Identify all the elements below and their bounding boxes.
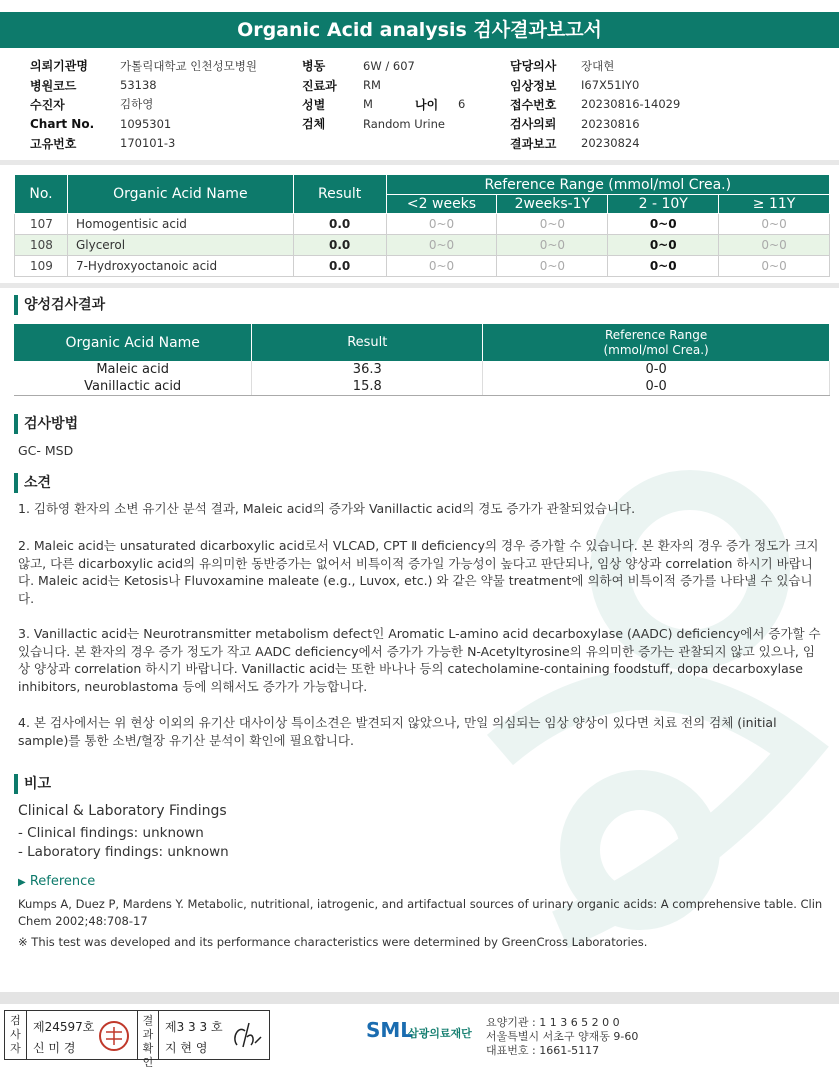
cell-ref: 0~0 — [497, 235, 608, 256]
info-value: 가톨릭대학교 인천성모병원 — [120, 58, 257, 73]
info-value: 20230824 — [581, 136, 640, 151]
cell-no: 107 — [15, 214, 68, 235]
signer-2-license: 제3 3 3 호 — [165, 1020, 223, 1034]
cell-result: 0.0 — [293, 235, 386, 256]
cell-no: 108 — [15, 235, 68, 256]
col-name: Organic Acid Name — [14, 324, 252, 361]
col-ref-3: 2 - 10Y — [608, 195, 719, 214]
cell-result: 15.8 — [252, 378, 483, 396]
info-value: I67X51IY0 — [581, 78, 640, 93]
info-label: 담당의사 — [510, 59, 557, 74]
cell-ref: 0~0 — [608, 235, 719, 256]
info-label: 검사의뢰 — [510, 117, 557, 132]
info-label: Chart No. — [30, 116, 95, 131]
footer-bar — [0, 992, 839, 1004]
col-reference: Reference Range (mmol/mol Crea.) — [386, 175, 829, 195]
opinion-p2: 2. Maleic acid는 unsaturated dicarboxylic acid로서 VLCAD, CPT Ⅱ deficiency의 경우 증가할 수 있습니다. 본 환자의 경우 증가 정도가 크지 않고, 다른 dicarboxylic acid의 유의미한 동반증가는 없어서 비특이적 증가일 가능성이 높다고 판단되나, 임상 양상과 correlation 하시기 바랍니다. Maleic acid는 Ketosis나 Fluvoxamine maleate (e.g., Luvox, etc.) 와 같은 약물 treatment에 의하여 비특이적 증가를 나타낼 수 있습니다. — [18, 538, 819, 606]
divider — [0, 283, 839, 288]
report-title: Organic Acid analysis 검사결과보고서 — [0, 12, 839, 48]
cell-ref: 0~0 — [386, 256, 497, 277]
info-value: 20230816 — [581, 116, 640, 131]
info-value: 20230816-14029 — [581, 97, 681, 112]
method-text: GC- MSD — [18, 443, 74, 458]
info-label: 병동 — [302, 59, 326, 74]
cell-ref: 0~0 — [719, 256, 830, 277]
cell-name: Vanillactic acid — [14, 378, 252, 396]
info-value: 6W / 607 — [363, 58, 415, 73]
info-value: 1095301 — [120, 116, 172, 131]
info-label: 나이 — [415, 97, 439, 112]
opinion-p3: 3. Vanillactic acid는 Neurotransmitter metabolism defect인 Aromatic L-amino acid decarboxylase (AADC) deficiency에서 증가할 수 있습니다. 본 환자의 경우 증가 정도가 작고 AADC deficiency에서 증가가 가능한 N-Acetyltyrosine의 유의미한 증가는 관찰되지 않고 있으나, 임상 양상과 correlation 하시기 바랍니다. Vanillactic acid는 또한 바나나 등의 catecholamine-containing foodstuff, dopa decarboxylase inhibitors, neuroblastoma 등에 의해서도 증가가 가능합니다. — [18, 626, 821, 694]
signer-2-label: 결과확인 — [137, 1011, 159, 1059]
reference-label: Reference — [29, 874, 96, 889]
info-label: 수진자 — [30, 97, 65, 112]
info-label: 성별 — [302, 97, 326, 112]
info-value: 김하영 — [120, 97, 154, 112]
reference-citation: Kumps A, Duez P, Mardens Y. Metabolic, nutritional, iatrogenic, and artifactual sources of urinary organic acids: A comprehensive table. Clin Chem 2002;48:708-17 — [18, 897, 823, 928]
info-value: 53138 — [120, 78, 157, 93]
seal-stamp-icon — [97, 1019, 131, 1053]
positive-table — [14, 324, 830, 396]
cell-name: Maleic acid — [14, 361, 252, 378]
cell-ref: 0~0 — [497, 214, 608, 235]
cell-name: Glycerol — [67, 235, 293, 256]
cell-ref: 0~0 — [719, 214, 830, 235]
opinion-p1: 1. 김하영 환자의 소변 유기산 분석 결과, Maleic acid의 증가와 Vanillactic acid의 경도 증가가 관찰되었습니다. — [18, 501, 636, 516]
info-row-5 — [30, 134, 830, 153]
table-row — [15, 256, 830, 277]
info-value: Random Urine — [363, 116, 445, 131]
lab-phone: 대표번호 : 1661-5117 — [486, 1044, 600, 1057]
lab-street: 서울특별시 서초구 양재동 9-60 — [486, 1030, 639, 1043]
triangle-right-icon: ▶ — [18, 877, 26, 888]
info-row-1 — [30, 56, 830, 75]
signer-1-license: 제24597호 — [33, 1020, 95, 1034]
signer-1-name: 신 미 경 — [33, 1041, 76, 1055]
col-ref-4: ≥ 11Y — [719, 195, 830, 214]
cell-name: Homogentisic acid — [67, 214, 293, 235]
col-ref-1: <2 weeks — [386, 195, 497, 214]
info-value: 6 — [458, 97, 466, 112]
col-reference — [483, 324, 830, 361]
cell-ref: 0~0 — [608, 214, 719, 235]
col-result: Result — [293, 175, 386, 214]
cell-ref: 0-0 — [483, 361, 830, 378]
col-no: No. — [15, 175, 68, 214]
cell-result: 36.3 — [252, 361, 483, 378]
remarks-line2: - Laboratory findings: unknown — [18, 844, 229, 860]
info-label: 임상정보 — [510, 78, 557, 93]
info-row-3 — [30, 95, 830, 114]
info-label: 고유번호 — [30, 136, 77, 151]
lab-code: 요양기관 : 1 1 3 6 5 2 0 0 — [486, 1016, 620, 1029]
reference-note: ※ This test was developed and its performance characteristics were determined by GreenCross Laboratories. — [18, 935, 648, 949]
info-label: 결과보고 — [510, 136, 557, 151]
footer — [0, 992, 839, 1072]
cell-ref: 0-0 — [483, 378, 830, 396]
info-value: M — [363, 97, 373, 112]
col-name: Organic Acid Name — [67, 175, 293, 214]
info-row-2 — [30, 75, 830, 94]
opinion-p4: 4. 본 검사에서는 위 현상 이외의 유기산 대사이상 특이소견은 발견되지 않았으나, 만일 의심되는 임상 양상이 있다면 치료 전의 검체 (initial sample)를 통한 소변/혈장 유기산 분석이 확인에 필요합니다. — [18, 715, 777, 748]
cell-ref: 0~0 — [719, 235, 830, 256]
sml-logo-subtitle: 삼광의료재단 — [408, 1027, 472, 1040]
opinion-heading: 소견 — [14, 473, 51, 493]
lab-address — [486, 1016, 638, 1058]
cell-name: 7-Hydroxyoctanoic acid — [67, 256, 293, 277]
info-label: 접수번호 — [510, 97, 557, 112]
remarks-title: Clinical & Laboratory Findings — [18, 803, 227, 819]
sml-logo: SML — [366, 1018, 414, 1042]
info-label: 검체 — [302, 117, 326, 132]
patient-info — [30, 56, 830, 153]
watermark-logo — [440, 450, 839, 970]
table-row — [15, 235, 830, 256]
ref-label: Reference Range — [604, 327, 708, 342]
info-value: 장대현 — [581, 58, 615, 73]
cell-ref: 0~0 — [608, 256, 719, 277]
reference-heading — [18, 874, 95, 889]
info-label: 진료과 — [302, 78, 337, 93]
cell-ref: 0~0 — [386, 235, 497, 256]
positive-heading: 양성검사결과 — [14, 295, 105, 315]
ref-unit: (mmol/mol Crea.) — [603, 342, 709, 357]
info-value: RM — [363, 78, 381, 93]
remarks-heading: 비고 — [14, 774, 51, 794]
cell-result: 0.0 — [293, 214, 386, 235]
divider — [0, 160, 839, 165]
info-row-4 — [30, 114, 830, 133]
table-row — [15, 214, 830, 235]
info-value: 170101-3 — [120, 136, 176, 151]
col-ref-2: 2weeks-1Y — [497, 195, 608, 214]
info-label: 병원코드 — [30, 78, 77, 93]
method-heading: 검사방법 — [14, 414, 78, 434]
cell-ref: 0~0 — [386, 214, 497, 235]
cell-ref: 0~0 — [497, 256, 608, 277]
table-row — [14, 378, 830, 396]
info-label: 의뢰기관명 — [30, 59, 88, 74]
remarks-line1: - Clinical findings: unknown — [18, 825, 204, 841]
col-result: Result — [252, 324, 483, 361]
table-row — [14, 361, 830, 378]
signer-1-label: 검사자 — [5, 1011, 27, 1059]
signature-box — [4, 1010, 270, 1069]
cell-no: 109 — [15, 256, 68, 277]
cell-result: 0.0 — [293, 256, 386, 277]
signature-icon — [229, 1019, 265, 1053]
results-table — [14, 174, 830, 277]
signer-2-name: 지 현 영 — [165, 1041, 208, 1055]
